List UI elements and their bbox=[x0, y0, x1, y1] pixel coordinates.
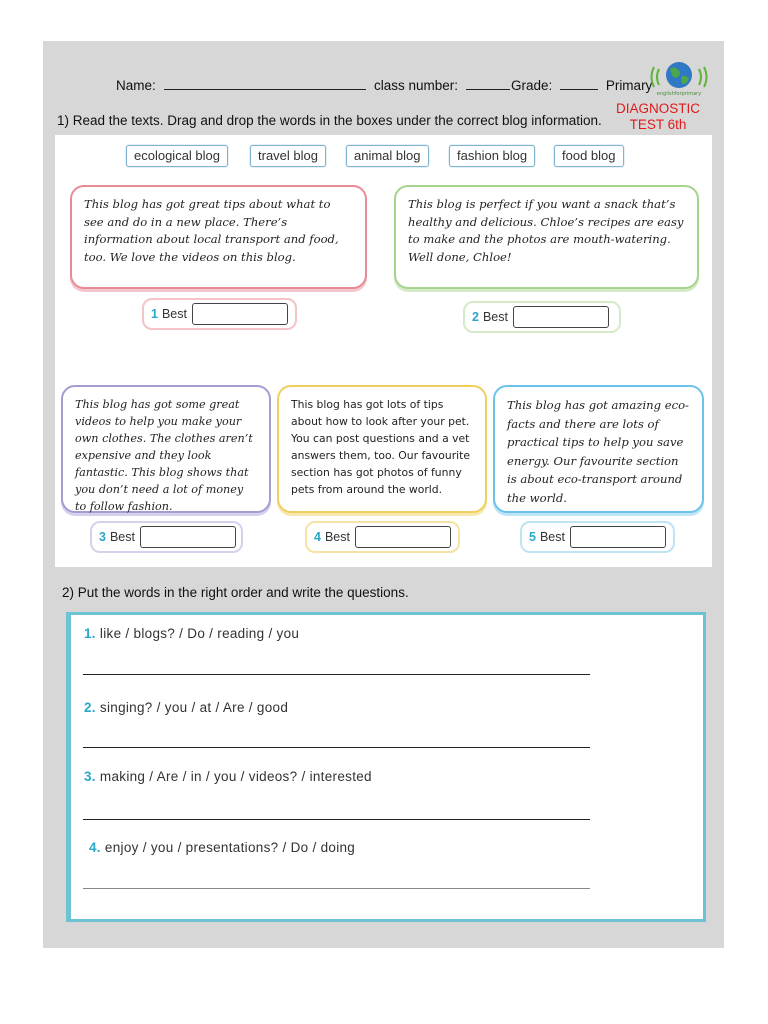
word-ecological-blog[interactable]: ecological blog bbox=[126, 145, 228, 167]
question-3 bbox=[84, 769, 372, 784]
globe-logo-icon bbox=[648, 57, 710, 97]
word-travel-blog[interactable]: travel blog bbox=[250, 145, 326, 167]
best-slot-4 bbox=[305, 521, 460, 553]
word-fashion-blog[interactable]: fashion blog bbox=[449, 145, 535, 167]
best-slot-3 bbox=[90, 521, 243, 553]
answer-line-2[interactable] bbox=[83, 747, 590, 748]
question-2 bbox=[84, 700, 288, 715]
exercise2-panel bbox=[66, 612, 706, 922]
exercise1-instruction: 1) Read the texts. Drag and drop the words in the boxes under the correct blog information. bbox=[57, 113, 602, 128]
diagnostic-title bbox=[603, 101, 713, 133]
question-number-4: 4. bbox=[89, 840, 101, 855]
name-blank[interactable] bbox=[164, 77, 366, 90]
blog-card-5: This blog has got amazing eco-facts and there are lots of practical tips to help you save energy. Our favourite section is about eco-transport around the world. bbox=[493, 385, 704, 513]
question-4 bbox=[89, 840, 355, 855]
question-number-3: 3. bbox=[84, 769, 96, 784]
exercise1-panel bbox=[55, 135, 712, 567]
question-text-2: singing? / you / at / Are / good bbox=[99, 700, 289, 715]
best-slot-1 bbox=[142, 298, 297, 330]
blog-card-4: This blog has got lots of tips about how to look after your pet. You can post questions and a vet answers them, too. Our favourite section has got photos of funny pets from around the world. bbox=[277, 385, 487, 513]
exercise2-instruction: 2) Put the words in the right order and write the questions. bbox=[62, 585, 409, 600]
blog-card-3: This blog has got some great videos to help you make your own clothes. The clothes aren’t expensive and they look fantastic. This blog shows that you don’t need a lot of money to follow fashion. bbox=[61, 385, 271, 513]
question-text-1: like / blogs? / Do / reading / you bbox=[99, 626, 300, 641]
best-number-1: 1 bbox=[151, 307, 158, 321]
name-label: Name: bbox=[116, 78, 156, 93]
best-label-5: Best bbox=[539, 530, 565, 544]
drop-box-2[interactable] bbox=[513, 306, 609, 328]
best-number-3: 3 bbox=[99, 530, 106, 544]
drop-box-1[interactable] bbox=[192, 303, 288, 325]
best-number-2: 2 bbox=[472, 310, 479, 324]
answer-line-4[interactable] bbox=[83, 888, 590, 889]
diagnostic-line-1: DIAGNOSTIC bbox=[615, 101, 700, 116]
answer-line-3[interactable] bbox=[83, 819, 590, 820]
word-animal-blog[interactable]: animal blog bbox=[346, 145, 429, 167]
best-slot-2 bbox=[463, 301, 621, 333]
grade-row bbox=[511, 77, 652, 93]
question-number-1: 1. bbox=[84, 626, 96, 641]
question-text-3: making / Are / in / you / videos? / interested bbox=[99, 769, 372, 784]
drop-box-5[interactable] bbox=[570, 526, 666, 548]
question-text-4: enjoy / you / presentations? / Do / doing bbox=[104, 840, 356, 855]
blog-card-2: This blog is perfect if you want a snack that’s healthy and delicious. Chloe’s recipes are easy to make and the photos are mouth-watering. Well done, Chloe! bbox=[394, 185, 699, 289]
primary-label: Primary bbox=[605, 78, 653, 93]
class-row bbox=[374, 77, 510, 93]
logo-text: englishforprimary bbox=[656, 91, 702, 97]
word-food-blog[interactable]: food blog bbox=[554, 145, 624, 167]
best-number-5: 5 bbox=[529, 530, 536, 544]
grade-label: Grade: bbox=[511, 78, 553, 93]
diagnostic-line-2: TEST 6th bbox=[629, 117, 687, 132]
grade-blank[interactable] bbox=[560, 77, 598, 90]
best-label-1: Best bbox=[161, 307, 187, 321]
drop-box-3[interactable] bbox=[140, 526, 236, 548]
blog-card-1: This blog has got great tips about what to see and do in a new place. There’s information about local transport and food, too. We love the videos on this blog. bbox=[70, 185, 367, 289]
best-number-4: 4 bbox=[314, 530, 321, 544]
name-row bbox=[116, 77, 366, 93]
drop-box-4[interactable] bbox=[355, 526, 451, 548]
best-label-3: Best bbox=[109, 530, 135, 544]
question-1 bbox=[84, 626, 299, 641]
best-slot-5 bbox=[520, 521, 675, 553]
question-number-2: 2. bbox=[84, 700, 96, 715]
class-number-blank[interactable] bbox=[466, 77, 510, 90]
class-number-label: class number: bbox=[374, 78, 459, 93]
best-label-4: Best bbox=[324, 530, 350, 544]
best-label-2: Best bbox=[482, 310, 508, 324]
answer-line-1[interactable] bbox=[83, 674, 590, 675]
